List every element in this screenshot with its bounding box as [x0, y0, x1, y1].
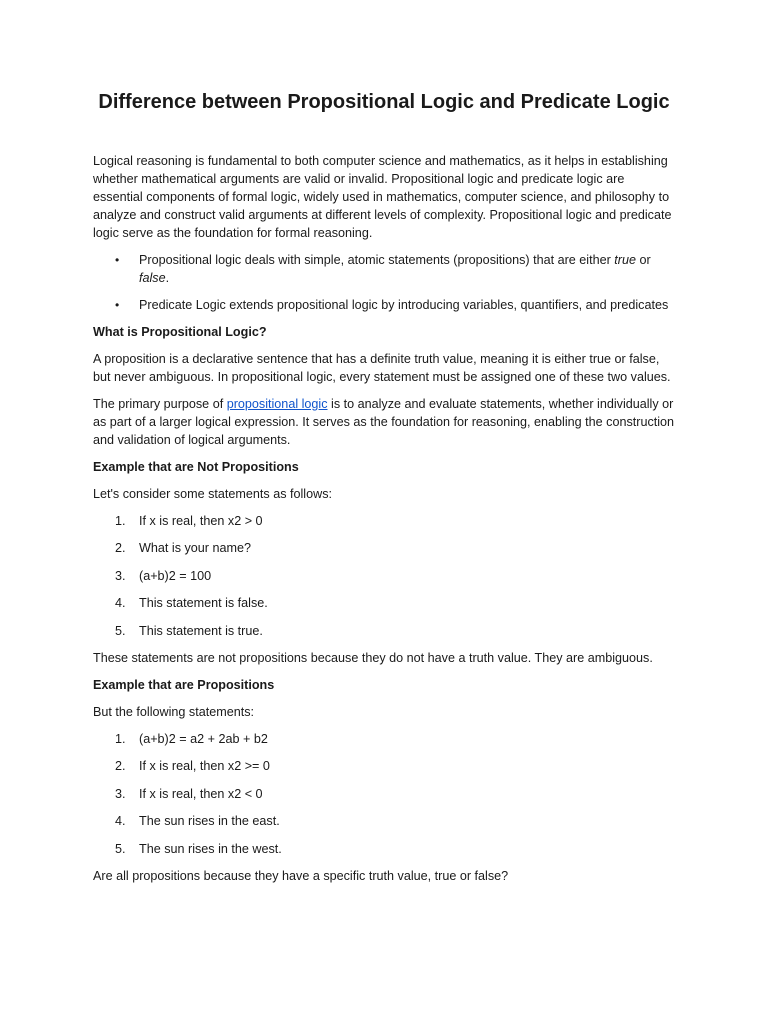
- bullet-text: Propositional logic deals with simple, atomic statements (propositions) that are either: [139, 253, 615, 267]
- paragraph-primary-purpose: [93, 395, 677, 449]
- list-item: [93, 567, 677, 585]
- list-text: The sun rises in the west.: [139, 841, 282, 856]
- or-word: or: [636, 253, 651, 267]
- list-text: (a+b)2 = a2 + 2ab + b2: [139, 731, 268, 746]
- list-number: 3.: [115, 568, 126, 583]
- propositional-logic-link[interactable]: propositional logic: [226, 397, 328, 411]
- lead-propositions: But the following statements:: [93, 704, 255, 719]
- list-text: If x is real, then x2 >= 0: [139, 759, 270, 774]
- list-item: [93, 539, 677, 557]
- list-number: 5.: [115, 841, 126, 856]
- bullet-dot-icon: •: [115, 253, 120, 267]
- list-text: If x is real, then x2 < 0: [139, 786, 263, 801]
- list-text: What is your name?: [139, 541, 251, 556]
- bullet-item-predicate: [93, 296, 677, 314]
- list-number: 4.: [115, 814, 126, 829]
- paragraph-proposition-definition: A proposition is a declarative sentence that has a definite truth value, meaning it is either true or false, but never ambiguous. In propositional logic, every statement must be assigned one of these two values.: [93, 352, 671, 384]
- section-heading-propositional-logic: What is Propositional Logic?: [93, 325, 267, 339]
- propositions-list: [93, 730, 677, 858]
- page-title: Difference between Propositional Logic and Predicate Logic: [98, 91, 670, 113]
- conclusion-not-propositions: These statements are not propositions because they do not have a truth value. They are ambiguous.: [93, 650, 653, 665]
- list-text: This statement is false.: [139, 596, 268, 611]
- list-number: 2.: [115, 759, 126, 774]
- bullet-item-propositional: [93, 251, 677, 287]
- list-item: [93, 622, 677, 640]
- list-number: 2.: [115, 541, 126, 556]
- list-item: [93, 757, 677, 775]
- italic-true: true: [614, 253, 636, 267]
- bullet-list: [93, 251, 677, 314]
- list-item: [93, 730, 677, 748]
- list-text: This statement is true.: [139, 623, 263, 638]
- list-text: (a+b)2 = 100: [139, 568, 212, 583]
- list-item: [93, 785, 677, 803]
- section-heading-not-propositions: Example that are Not Propositions: [93, 460, 299, 474]
- list-item: [93, 512, 677, 530]
- section-heading-propositions: Example that are Propositions: [93, 677, 275, 692]
- document-body: [93, 152, 677, 894]
- bullet-dot-icon: •: [115, 298, 120, 312]
- list-number: 5.: [115, 623, 126, 638]
- list-item: [93, 840, 677, 858]
- list-item: [93, 812, 677, 830]
- italic-false: false: [139, 271, 166, 285]
- lead-not-propositions: Let's consider some statements as follows:: [93, 487, 332, 501]
- para-text: The primary purpose of: [93, 397, 227, 411]
- list-item: [93, 594, 677, 612]
- para-text: is to analyze and evaluate statements, whether individually or as part of a larger logical expression. It serves as the foundation for reasoning, enabling the construction and validation of logical arguments.: [93, 397, 675, 447]
- list-number: 4.: [115, 596, 126, 611]
- list-text: If x is real, then x2 > 0: [139, 514, 263, 528]
- list-text: The sun rises in the east.: [139, 814, 280, 829]
- not-propositions-list: [93, 512, 677, 640]
- conclusion-propositions: Are all propositions because they have a specific truth value, true or false?: [93, 868, 509, 883]
- list-number: 1.: [115, 514, 126, 528]
- intro-paragraph: Logical reasoning is fundamental to both computer science and mathematics, as it helps in establishing whether mathematical arguments are valid or invalid. Propositional logic and predicate logic are essential components of formal logic, widely used in mathematics, computer science, and philosophy to analyze and construct valid arguments at different levels of complexity. Propositional logic and predicate logic serve as the foundation for formal reasoning.: [93, 154, 672, 240]
- list-number: 1.: [115, 731, 126, 746]
- bullet-end: .: [165, 271, 170, 285]
- bullet-text: Predicate Logic extends propositional logic by introducing variables, quantifiers, and predicates: [139, 298, 669, 312]
- list-number: 3.: [115, 786, 126, 801]
